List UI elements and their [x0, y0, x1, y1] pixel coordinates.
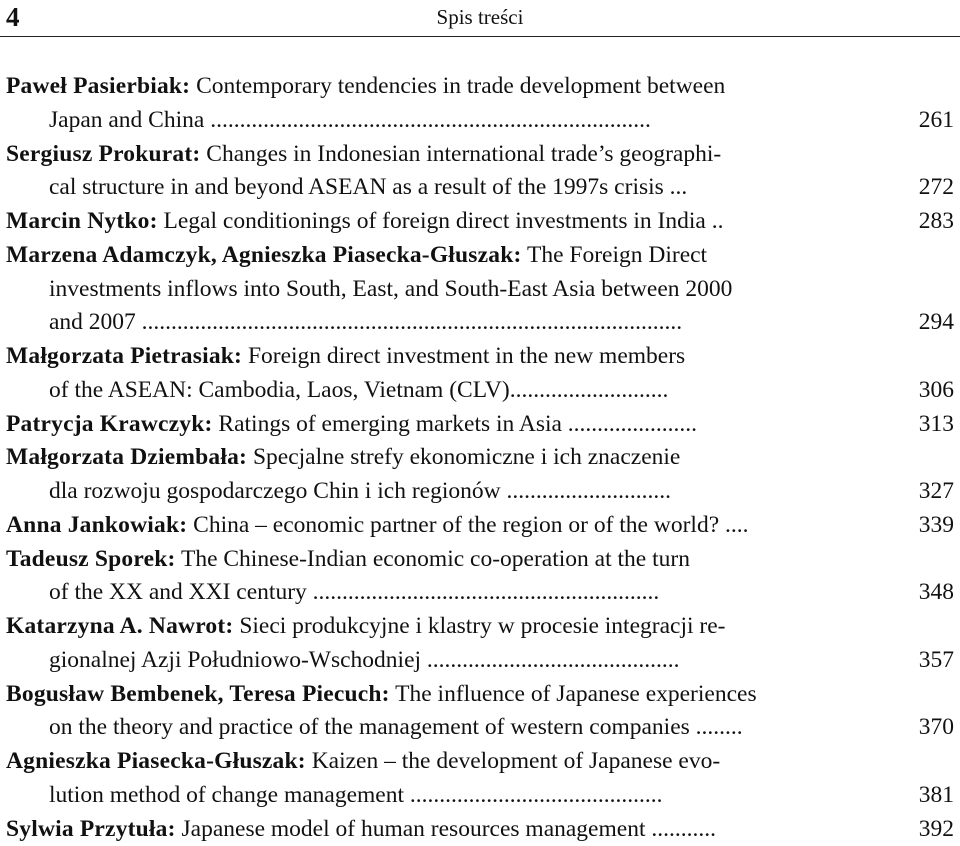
toc-entry-first-line — [6, 509, 870, 543]
toc-entry-first-line — [6, 138, 870, 172]
toc-entry-continuation-line — [6, 644, 870, 678]
toc-title-text: Japanese model of human resources management ........... — [182, 816, 716, 842]
toc-page-number: 348 — [870, 576, 954, 610]
running-head: Spis treści — [0, 4, 960, 30]
toc-entry-continuation-line — [6, 711, 870, 745]
toc-author: Sylwia Przytuła: — [6, 816, 176, 842]
toc-entry-continuation-line — [6, 306, 870, 340]
toc-author: Anna Jankowiak: — [6, 512, 187, 538]
toc-author: Bogusław Bembenek, Teresa Piecuch: — [6, 681, 390, 707]
toc-title-text: and 2007 ............................................................................................ — [49, 309, 682, 335]
toc-entry-continuation-line — [6, 171, 870, 205]
toc-title-text: Japan and China ........................................................................... — [49, 107, 651, 133]
toc-title-text: of the XX and XXI century ........................................................... — [49, 579, 659, 605]
toc-title-text: of the ASEAN: Cambodia, Laos, Vietnam (CLV)........................... — [49, 377, 668, 403]
toc-title-text: China – economic partner of the region or of the world? .... — [193, 512, 748, 538]
toc-title-text: cal structure in and beyond ASEAN as a result of the 1997s crisis ... — [49, 174, 687, 200]
toc-entry-text — [6, 678, 870, 746]
toc-entry-first-line — [6, 340, 870, 374]
toc-page-number: 283 — [870, 205, 954, 239]
toc-entry — [6, 138, 954, 206]
toc-author: Paweł Pasierbiak: — [6, 73, 190, 99]
toc-title-text: The influence of Japanese experiences — [395, 681, 756, 707]
toc-entry — [6, 610, 954, 678]
toc-page-number: 261 — [870, 104, 954, 138]
toc-entry-first-line — [6, 441, 870, 475]
toc-title-text: on the theory and practice of the management of western companies ........ — [49, 714, 743, 740]
toc-page-number: 294 — [870, 306, 954, 340]
toc-entry — [6, 509, 954, 543]
toc-entry-first-line — [6, 745, 870, 779]
toc-entry-text — [6, 441, 870, 509]
toc-page-number: 313 — [870, 408, 954, 442]
toc-entry-first-line — [6, 678, 870, 712]
toc-entry-text — [6, 138, 870, 206]
toc-entry-text — [6, 70, 870, 138]
toc-title-text: The Chinese-Indian economic co-operation at the turn — [181, 546, 690, 572]
toc-entry — [6, 543, 954, 611]
toc-entry-continuation-line — [6, 475, 870, 509]
toc-title-text: gionalnej Azji Południowo-Wschodniej ........................................... — [49, 647, 680, 673]
toc-author: Tadeusz Sporek: — [6, 546, 176, 572]
toc-title-text: The Foreign Direct — [527, 242, 707, 268]
toc-title-text: Changes in Indonesian international trade’s geographi- — [206, 141, 721, 167]
toc-page-number: 306 — [870, 374, 954, 408]
toc-author: Małgorzata Pietrasiak: — [6, 343, 242, 369]
toc-entry-continuation-line — [6, 779, 870, 813]
toc-author: Małgorzata Dziembała: — [6, 444, 247, 470]
toc-author: Sergiusz Prokurat: — [6, 141, 200, 167]
toc-title-text: investments inflows into South, East, and South-East Asia between 2000 — [49, 276, 732, 302]
toc-entry-first-line — [6, 205, 870, 239]
toc-page-number: 370 — [870, 711, 954, 745]
toc-entry — [6, 340, 954, 408]
toc-entry-first-line — [6, 408, 870, 442]
toc-title-text: Ratings of emerging markets in Asia ...................... — [218, 411, 697, 437]
toc-entry-text — [6, 408, 870, 442]
toc-author: Patrycja Krawczyk: — [6, 411, 213, 437]
toc-entry-text — [6, 610, 870, 678]
toc-author: Marcin Nytko: — [6, 208, 158, 234]
toc-page-number: 381 — [870, 779, 954, 813]
toc-author: Agnieszka Piasecka-Głuszak: — [6, 748, 306, 774]
toc-entry — [6, 239, 954, 340]
toc-entry-text — [6, 340, 870, 408]
toc-title-text: lution method of change management ........................................... — [49, 782, 663, 808]
toc-entry — [6, 678, 954, 746]
toc-entry — [6, 70, 954, 138]
toc-title-text: Foreign direct investment in the new members — [248, 343, 685, 369]
page-header — [0, 0, 960, 37]
toc-entry-text — [6, 543, 870, 611]
toc-entry-first-line — [6, 543, 870, 577]
toc-title-text: Sieci produkcyjne i klastry w procesie integracji re- — [239, 613, 725, 639]
toc-entry-text — [6, 205, 870, 239]
toc-entry-continuation-line — [6, 576, 870, 610]
toc-page-number: 392 — [870, 813, 954, 846]
toc-page-number: 272 — [870, 171, 954, 205]
toc-title-text: Kaizen – the development of Japanese evo- — [312, 748, 720, 774]
toc-entry — [6, 408, 954, 442]
toc-author: Marzena Adamczyk, Agnieszka Piasecka-Głuszak: — [6, 242, 522, 268]
toc-entry-text — [6, 745, 870, 813]
toc-author: Katarzyna A. Nawrot: — [6, 613, 233, 639]
toc-entry-text — [6, 239, 870, 340]
toc-title-text: dla rozwoju gospodarczego Chin i ich regionów ............................ — [49, 478, 671, 504]
toc-page-number: 339 — [870, 509, 954, 543]
toc-entry — [6, 441, 954, 509]
toc-entry-continuation-line — [6, 104, 870, 138]
toc-entry — [6, 205, 954, 239]
toc-entry-continuation-line — [6, 374, 870, 408]
table-of-contents — [6, 70, 954, 846]
toc-page-number: 327 — [870, 475, 954, 509]
toc-entry-continuation-line — [6, 273, 870, 307]
toc-page-number: 357 — [870, 644, 954, 678]
toc-entry-text — [6, 509, 870, 543]
toc-entry-first-line — [6, 70, 870, 104]
toc-title-text: Specjalne strefy ekonomiczne i ich znaczenie — [253, 444, 680, 470]
toc-entry-first-line — [6, 239, 870, 273]
toc-title-text: Contemporary tendencies in trade development between — [196, 73, 725, 99]
page-number: 4 — [6, 0, 20, 34]
toc-entry-first-line — [6, 610, 870, 644]
toc-entry — [6, 745, 954, 813]
toc-title-text: Legal conditionings of foreign direct investments in India .. — [164, 208, 724, 234]
